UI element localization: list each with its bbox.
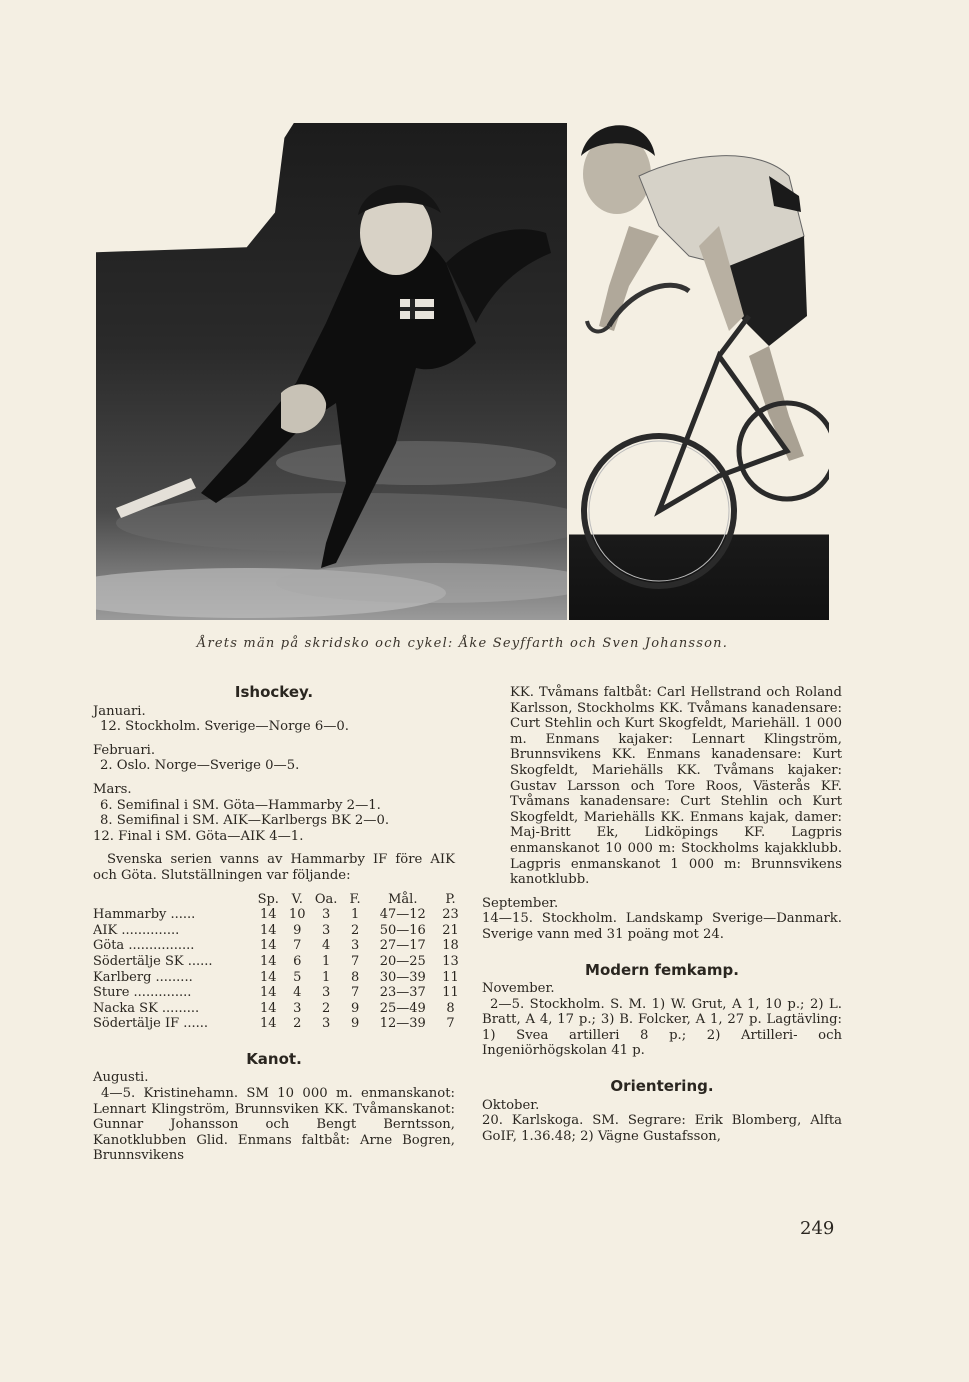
september-text: 14—15. Stockholm. Landskamp Sverige—Danmark. Sverige vann med 31 poäng mot 24.	[482, 911, 842, 942]
cell: 2	[293, 1016, 302, 1032]
cell: 23—37	[379, 985, 426, 1001]
ishockey-heading: Ishockey.	[234, 683, 314, 701]
cell: 9	[350, 1016, 360, 1032]
cell: 1	[350, 907, 360, 923]
cell: 14	[259, 969, 277, 985]
cell: 1	[322, 969, 331, 985]
photo-caption: Årets män på skridsko och cykel: Åke Seyffarth och Sven Johansson.	[196, 636, 729, 651]
cell: 2	[350, 922, 360, 938]
cell: 3	[293, 1000, 302, 1016]
cell: 12—39	[379, 1016, 426, 1032]
cell: 9	[293, 922, 302, 938]
month-januari: Januari.	[93, 703, 146, 719]
cell: 14	[259, 1000, 277, 1016]
month-mars: Mars.	[93, 781, 132, 797]
skater-illustration	[96, 123, 567, 620]
cell: 14	[259, 1016, 277, 1032]
col-header: Oa.	[314, 891, 338, 907]
table-row	[93, 970, 465, 986]
col-header: Mål.	[388, 891, 418, 907]
cell: 3	[322, 1016, 331, 1032]
cell: 9	[350, 1000, 360, 1016]
col-header: Sp.	[257, 891, 279, 907]
cell: 3	[322, 907, 331, 923]
month-september: September.	[482, 895, 559, 911]
cell: 13	[442, 953, 459, 969]
femkamp-text: 2—5. Stockholm. S. M. 1) W. Grut, A 1, 10 p.; 2) L. Bratt, A 4, 17 p.; 3) B. Folcker, A 1, 27 p. Lagtävling: 1) Svea artilleri 8 p.; 2) Artilleri- och Ingeniörhögskolan 41 p.	[482, 996, 842, 1059]
cell: 47—12	[379, 907, 426, 923]
standings-table	[93, 892, 465, 1032]
cell: 4	[293, 985, 302, 1001]
left-column	[93, 683, 459, 1164]
cell: 20—25	[379, 953, 426, 969]
femkamp-heading: Modern femkamp.	[585, 960, 739, 979]
cell: 23	[442, 907, 459, 923]
cell: 2	[322, 1000, 331, 1016]
cell: 7	[350, 953, 360, 969]
cell: 14	[259, 938, 277, 954]
month-augusti: Augusti.	[93, 1070, 149, 1086]
col-header: F.	[349, 891, 361, 907]
cell: 25—49	[379, 1000, 426, 1016]
orientering-text: 20. Karlskoga. SM. Segrare: Erik Blomberg, Alfta GoIF, 1.36.48; 2) Vägne Gustafsson,	[482, 1113, 842, 1144]
cell: 7	[350, 985, 360, 1001]
table-row	[93, 954, 465, 970]
page-number: 249	[800, 1218, 835, 1239]
col-header: V.	[291, 891, 303, 907]
team-name: Sture ..............	[93, 985, 192, 1001]
cell: 14	[259, 953, 277, 969]
result-line: 12. Final i SM. Göta—AIK 4—1.	[93, 828, 304, 844]
cell: 10	[288, 907, 306, 923]
result-line: 6. Semifinal i SM. Göta—Hammarby 2—1.	[100, 797, 381, 813]
table-row	[93, 907, 465, 923]
cell: 14	[259, 907, 277, 923]
cell: 11	[442, 969, 459, 985]
cell: 3	[350, 938, 360, 954]
orientering-heading: Orientering.	[610, 1077, 714, 1096]
month-november: November.	[482, 981, 555, 997]
month-februari: Februari.	[93, 742, 156, 758]
skater-photo	[96, 123, 567, 620]
table-row	[93, 923, 465, 939]
cell: 7	[446, 1016, 455, 1032]
cell: 14	[259, 985, 277, 1001]
cell: 18	[442, 938, 459, 954]
cell: 50—16	[379, 922, 426, 938]
team-name: Hammarby ......	[93, 907, 196, 923]
cell: 30—39	[379, 969, 426, 985]
cell: 27—17	[379, 938, 426, 954]
team-name: Södertälje SK ......	[93, 953, 213, 969]
team-name: AIK ..............	[93, 922, 180, 938]
cell: 3	[322, 922, 331, 938]
cell: 5	[293, 969, 302, 985]
team-name: Karlberg .........	[93, 969, 193, 985]
right-column	[482, 685, 842, 1144]
result-line: 12. Stockholm. Sverige—Norge 6—0.	[100, 719, 349, 735]
cyclist-photo	[569, 116, 829, 620]
cell: 3	[322, 985, 331, 1001]
cell: 14	[259, 922, 277, 938]
cyclist-illustration	[569, 116, 829, 620]
cell: 1	[322, 953, 331, 969]
cell: 6	[293, 953, 302, 969]
cell: 8	[446, 1000, 455, 1016]
kanot-text: 4—5. Kristinehamn. SM 10 000 m. enmanskanot: Lennart Klingström, Brunnsviken KK. Tvåmanskanot: Gunnar Johansson och Bengt Berntsson, Kanotklubben Glid. Enmans faltbåt: Arne Bogren, Brunnsvikens	[93, 1086, 455, 1164]
cell: 21	[442, 922, 459, 938]
team-name: Göta ................	[93, 938, 195, 954]
table-row	[93, 1001, 465, 1017]
cell: 11	[442, 985, 459, 1001]
standings-header-row	[93, 892, 465, 908]
result-line: 8. Semifinal i SM. AIK—Karlbergs BK 2—0.	[100, 813, 390, 829]
table-row	[93, 985, 465, 1001]
cell: 4	[322, 938, 331, 954]
team-name: Södertälje IF ......	[93, 1016, 209, 1032]
month-oktober: Oktober.	[482, 1097, 540, 1113]
cell: 7	[293, 938, 302, 954]
kanot-heading: Kanot.	[246, 1049, 302, 1068]
table-row	[93, 938, 465, 954]
series-intro: Svenska serien vanns av Hammarby IF före AIK och Göta. Slutställningen var följande:	[93, 852, 455, 883]
col-header: P.	[445, 891, 456, 907]
kanot-continued: KK. Tvåmans faltbåt: Carl Hellstrand och Roland Karlsson, Stockholms KK. Tvåmans kanadensare: Curt Stehlin och Kurt Skogfeldt, Mariehäll. 1 000 m. Enmans kajaker: Lennart Klingström, Brunnsvikens KK. Enmans kanadensare: Kurt Skogfeldt, Mariehälls KK. Tvåmans kajaker: Gustav Larsson och Tore Roos, Västerås KF. Tvåmans kanadensare: Curt Stehlin och Kurt Skogfeldt, Mariehälls KK. Enmans kajak, damer: Maj-Britt Ek, Lidköpings KF. Lagpris enmanskanot 10 000 m: Stockholms kajakklubb. Lagpris enmanskanot 1 000 m: Brunnsvikens kanotklubb.	[510, 685, 842, 888]
team-name: Nacka SK .........	[93, 1000, 200, 1016]
result-line: 2. Oslo. Norge—Sverige 0—5.	[100, 758, 300, 774]
cell: 8	[350, 969, 360, 985]
table-row	[93, 1016, 465, 1032]
